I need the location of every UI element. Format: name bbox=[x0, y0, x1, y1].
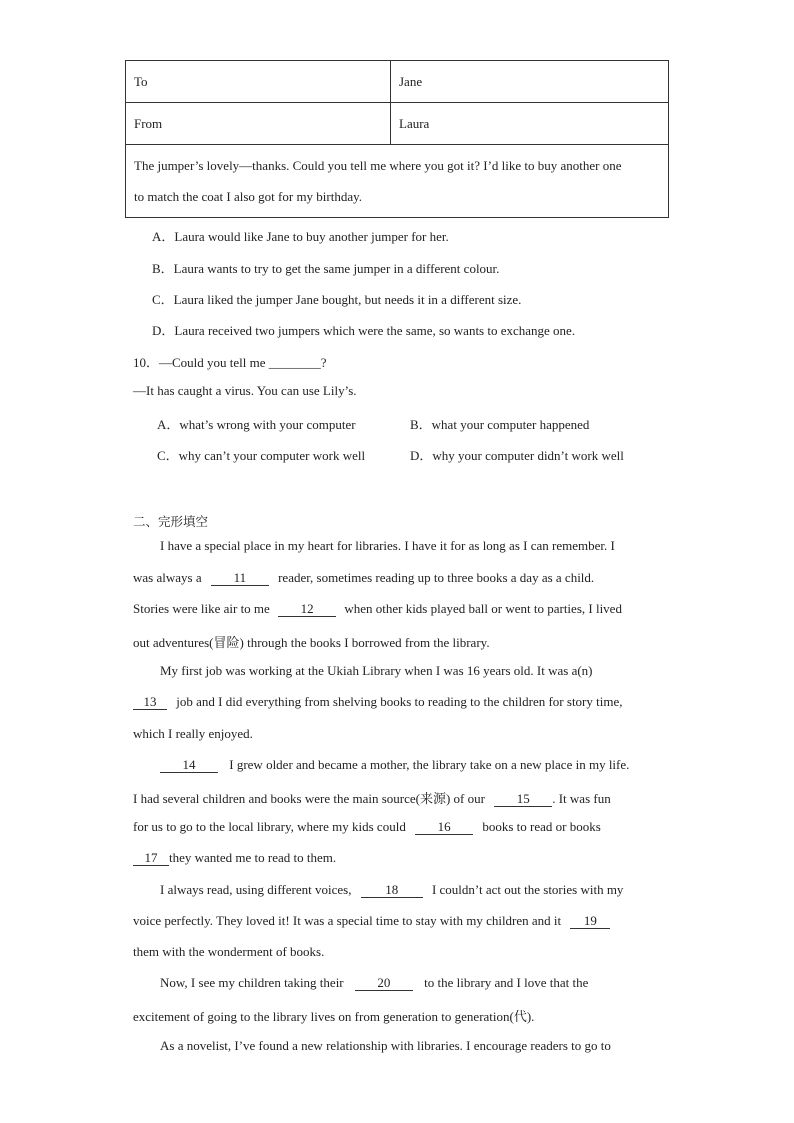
blank-14[interactable]: 14 bbox=[160, 758, 218, 773]
p2-line3: which I really enjoyed. bbox=[133, 726, 253, 741]
p1-line2-b: reader, sometimes reading up to three books a day as a child. bbox=[278, 570, 595, 585]
p4-line1-b: I couldn’t act out the stories with my bbox=[431, 882, 624, 897]
p1-line4: out adventures(冒险) through the books I borrowed from the library. bbox=[133, 635, 490, 650]
section-heading: 二、完形填空 bbox=[133, 514, 209, 529]
p3-line2 bbox=[133, 788, 611, 807]
note-table bbox=[125, 60, 669, 218]
p5-line1-b: to the library and I love that the bbox=[424, 975, 589, 990]
q10-answer-line: —It has caught a virus. You can use Lily’s. bbox=[133, 383, 357, 398]
p3-line3-a: for us to go to the local library, where my kids could bbox=[133, 819, 406, 834]
p3-line4-b: they wanted me to read to them. bbox=[169, 850, 337, 865]
from-label: From bbox=[126, 103, 391, 145]
p1-line2 bbox=[133, 570, 594, 586]
to-value: Jane bbox=[391, 61, 669, 103]
q10-stem: 10．—Could you tell me ________? bbox=[133, 355, 327, 370]
q9-option-b: B．Laura wants to try to get the same jumper in a different colour. bbox=[152, 261, 500, 276]
q10-option-a: A．what’s wrong with your computer bbox=[157, 417, 356, 432]
p2-line1: My first job was working at the Ukiah Library when I was 16 years old. It was a(n) bbox=[160, 663, 593, 678]
note-message bbox=[126, 145, 669, 218]
blank-13[interactable]: 13 bbox=[133, 695, 167, 710]
q10-option-d: D．why your computer didn’t work well bbox=[410, 448, 624, 463]
p5-line1 bbox=[160, 975, 588, 991]
p4-line1 bbox=[160, 882, 623, 898]
p1-line2-a: was always a bbox=[133, 570, 202, 585]
q9-option-a: A．Laura would like Jane to buy another jumper for her. bbox=[152, 229, 449, 244]
p1-line3-a: Stories were like air to me bbox=[133, 601, 270, 616]
q9-option-c: C．Laura liked the jumper Jane bought, but needs it in a different size. bbox=[152, 292, 522, 307]
blank-12[interactable]: 12 bbox=[278, 602, 336, 617]
p6-line1: As a novelist, I’ve found a new relationship with libraries. I encourage readers to go to bbox=[160, 1038, 611, 1053]
blank-18[interactable]: 18 bbox=[361, 883, 423, 898]
p4-line2 bbox=[133, 913, 610, 929]
blank-17[interactable]: 17 bbox=[133, 851, 169, 866]
p3-line1-b: I grew older and became a mother, the library take on a new place in my life. bbox=[229, 757, 630, 772]
p1-line1: I have a special place in my heart for libraries. I have it for as long as I can remember. I bbox=[160, 538, 615, 553]
p4-line1-a: I always read, using different voices, bbox=[160, 882, 352, 897]
blank-20[interactable]: 20 bbox=[355, 976, 413, 991]
note-message-line1: The jumper’s lovely—thanks. Could you tell me where you got it? I’d like to buy another one bbox=[134, 158, 622, 173]
blank-11[interactable]: 11 bbox=[211, 571, 269, 586]
from-value: Laura bbox=[391, 103, 669, 145]
p3-line4 bbox=[133, 850, 336, 866]
blank-15[interactable]: 15 bbox=[494, 792, 552, 807]
to-label: To bbox=[126, 61, 391, 103]
p3-line1 bbox=[160, 757, 629, 773]
p4-line2-a: voice perfectly. They loved it! It was a special time to stay with my children and it bbox=[133, 913, 562, 928]
p2-line2 bbox=[133, 694, 623, 710]
p4-line3: them with the wonderment of books. bbox=[133, 944, 325, 959]
p1-line3-b: when other kids played ball or went to parties, I lived bbox=[344, 601, 622, 616]
blank-16[interactable]: 16 bbox=[415, 820, 473, 835]
note-message-line2: to match the coat I also got for my birthday. bbox=[134, 189, 363, 204]
p5-line2: excitement of going to the library lives on from generation to generation(代). bbox=[133, 1009, 535, 1024]
p1-line3 bbox=[133, 601, 622, 617]
p3-line3-b: books to read or books bbox=[482, 819, 601, 834]
p5-line1-a: Now, I see my children taking their bbox=[160, 975, 344, 990]
q10-option-b: B．what your computer happened bbox=[410, 417, 590, 432]
p3-line2-b: . It was fun bbox=[552, 791, 611, 806]
q9-option-d: D．Laura received two jumpers which were the same, so wants to exchange one. bbox=[152, 323, 576, 338]
p3-line3 bbox=[133, 819, 601, 835]
q10-option-c: C．why can’t your computer work well bbox=[157, 448, 366, 463]
p2-line2-b: job and I did everything from shelving books to reading to the children for story time, bbox=[176, 694, 623, 709]
p3-line2-a: I had several children and books were the main source(来源) of our bbox=[133, 791, 485, 806]
blank-19[interactable]: 19 bbox=[570, 914, 610, 929]
